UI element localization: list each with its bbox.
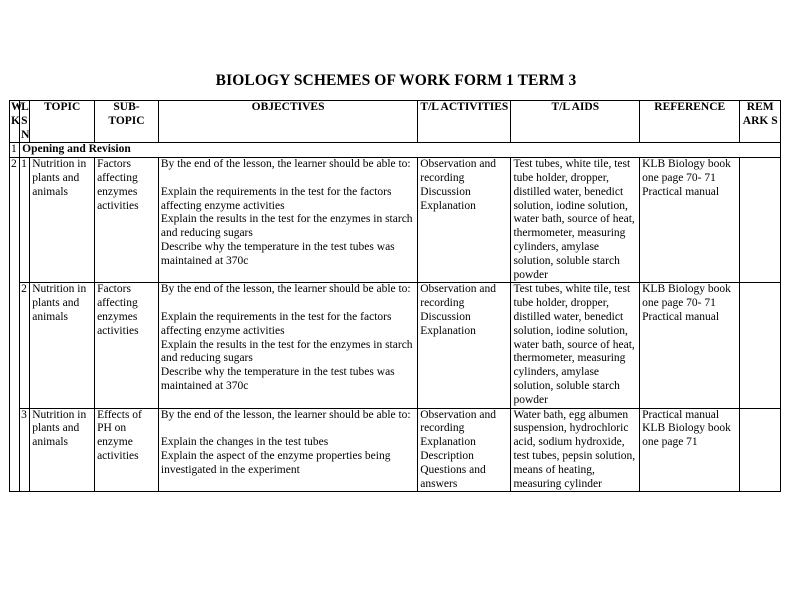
objective-item: Explain the requirements in the test for the factors affecting enzyme activities xyxy=(160,310,392,337)
subtopic-cell: Factors affecting enzymes activities xyxy=(95,283,159,408)
remarks-cell xyxy=(740,408,781,492)
objective-item: Explain the changes in the test tubes xyxy=(160,436,329,449)
header-week: W K xyxy=(10,101,20,143)
activities-cell: Observation and recording Explanation Description Questions and answers xyxy=(418,408,511,492)
reference-item: KLB Biology book one page 70- 71 xyxy=(642,158,731,184)
lesson-number: 1 xyxy=(20,158,30,283)
aids-cell: Water bath, egg albumen suspension, hydrochloric acid, sodium hydroxide, test tubes, pepsin solution, means of heating, measuring cylinder xyxy=(511,408,640,492)
objectives-intro: By the end of the lesson, the learner should be able to: xyxy=(160,408,411,421)
objectives-intro: By the end of the lesson, the learner should be able to: xyxy=(160,283,411,296)
objective-item: Explain the requirements in the test for the factors affecting enzyme activities xyxy=(160,185,392,212)
header-objectives: OBJECTIVES xyxy=(158,101,417,143)
aids-cell: Test tubes, white tile, test tube holder, dropper, distilled water, benedict solution, iodine solution, water bath, source of heat, thermometer, measuring cylinders, amylase solution, soluble starch powder xyxy=(511,283,640,408)
section-label: Opening and Revision xyxy=(20,143,781,158)
document-title: BIOLOGY SCHEMES OF WORK FORM 1 TERM 3 xyxy=(215,72,577,89)
header-topic: TOPIC xyxy=(30,101,95,143)
topic-cell: Nutrition in plants and animals xyxy=(30,158,95,283)
objective-item: Describe why the temperature in the test tubes was maintained at 370c xyxy=(160,366,395,392)
lesson-number: 3 xyxy=(20,408,30,492)
topic-cell: Nutrition in plants and animals xyxy=(30,283,95,408)
reference-item: KLB Biology book one page 71 xyxy=(642,422,731,449)
section-week-number: 1 xyxy=(10,143,20,158)
table-row xyxy=(10,158,781,283)
remarks-cell xyxy=(740,283,781,408)
week-number: 2 xyxy=(10,158,20,492)
reference-cell xyxy=(640,158,740,283)
schemes-of-work-table xyxy=(9,100,781,492)
header-reference: REFERENCE xyxy=(640,101,740,143)
header-activities: T/L ACTIVITIES xyxy=(418,101,511,143)
objectives-intro: By the end of the lesson, the learner should be able to: xyxy=(160,158,411,171)
reference-cell xyxy=(640,283,740,408)
lesson-number: 2 xyxy=(20,283,30,408)
activities-cell: Observation and recording Discussion Explanation xyxy=(418,283,511,408)
objectives-cell xyxy=(158,158,417,283)
objective-item: Explain the aspect of the enzyme properties being investigated in the experiment xyxy=(160,449,391,476)
header-subtopic: SUB-TOPIC xyxy=(95,101,159,143)
subtopic-cell: Factors affecting enzymes activities xyxy=(95,158,159,283)
topic-cell: Nutrition in plants and animals xyxy=(30,408,95,492)
objectives-cell xyxy=(158,283,417,408)
objective-item: Explain the results in the test for the enzymes in starch and reducing sugars xyxy=(160,213,413,240)
header-row xyxy=(10,101,781,143)
reference-item: KLB Biology book one page 70- 71 xyxy=(642,283,731,310)
objective-item: Explain the results in the test for the enzymes in starch and reducing sugars xyxy=(160,338,413,365)
objective-item: Describe why the temperature in the test tubes was maintained at 370c xyxy=(160,240,395,267)
aids-cell: Test tubes, white tile, test tube holder, dropper, distilled water, benedict solution, iodine solution, water bath, source of heat, thermometer, measuring cylinders, amylase solution, soluble starch powder xyxy=(511,158,640,283)
header-aids: T/L AIDS xyxy=(511,101,640,143)
reference-cell xyxy=(640,408,740,492)
table-row xyxy=(10,408,781,492)
subtopic-cell: Effects of PH on enzyme activities xyxy=(95,408,159,492)
reference-item: Practical manual xyxy=(642,310,720,323)
header-lesson: L S N xyxy=(20,101,30,143)
objectives-cell xyxy=(158,408,417,492)
table-row xyxy=(10,283,781,408)
remarks-cell xyxy=(740,158,781,283)
header-remarks: REM ARK S xyxy=(740,101,781,143)
section-row xyxy=(10,143,781,158)
reference-item: Practical manual xyxy=(642,408,720,421)
activities-cell: Observation and recording Discussion Explanation xyxy=(418,158,511,283)
reference-item: Practical manual xyxy=(642,185,720,198)
